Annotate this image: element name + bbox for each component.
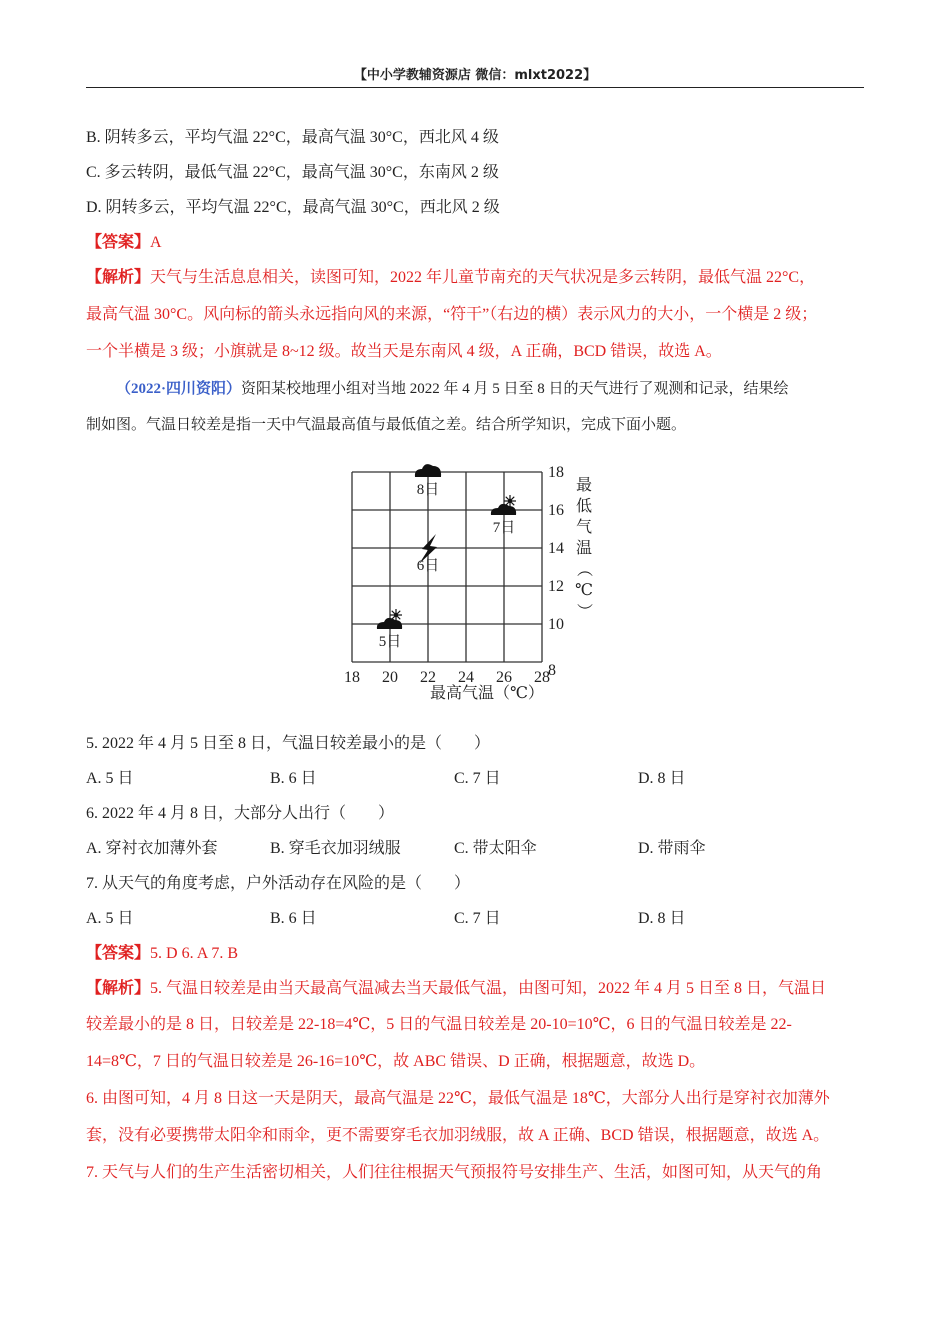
q5-option-c: C. 7 日 (454, 770, 501, 787)
point-label: 7日 (492, 520, 516, 536)
answer-1 (86, 233, 162, 253)
y-tick-label: 12 (548, 578, 564, 595)
analysis-2-text-1: 5. 气温日较差是由当天最高气温减去当天最低气温，由图可知，2022 年 4 月 5 日至 8 日，气温日 (150, 980, 827, 997)
x-axis-label: 最高气温（℃） (430, 685, 544, 702)
x-tick-label: 20 (382, 669, 398, 686)
y-tick-label: 14 (548, 540, 564, 557)
y-tick-label: 10 (548, 616, 564, 633)
q6-option-a: A. 穿衬衣加薄外套 (86, 840, 218, 857)
question-7-stem: 7. 从天气的角度考虑，户外活动存在风险的是（ ） (86, 875, 471, 892)
option-d-prev: D. 阴转多云，平均气温 22°C，最高气温 30°C，西北风 2 级 (86, 199, 500, 216)
question-5-stem: 5. 2022 年 4 月 5 日至 8 日，气温日较差最小的是（ ） (86, 735, 491, 752)
analysis-1-line-2: 最高气温 30°C。风向标的箭头永远指向风的来源，“符干”（右边的横）表示风力的大小，一个横是 2 级； (86, 306, 818, 323)
analysis-2-line-3: 14=8℃，7 日的气温日较差是 26-16=10℃，故 ABC 错误、D 正确，根据题意，故选 D。 (86, 1053, 706, 1070)
analysis-label: 【解析】 (86, 269, 151, 286)
chart-points (377, 464, 516, 650)
y-tick-label: 18 (548, 464, 564, 481)
analysis-label: 【解析】 (86, 980, 151, 997)
cloud-icon (377, 618, 402, 629)
analysis-2-line-2: 较差最小的是 8 日，日较差是 22-18=4℃，5 日的气温日较差是 20-10=10℃，6 日的气温日较差是 22- (86, 1016, 792, 1033)
q7-option-a: A. 5 日 (86, 910, 134, 927)
x-tick-label: 26 (496, 669, 512, 686)
x-tick-label: 18 (344, 669, 360, 686)
point-label: 5日 (378, 634, 402, 650)
point-label: 6日 (416, 558, 440, 574)
analysis-2-line-4: 6. 由图可知，4 月 8 日这一天是阴天，最高气温是 22℃，最低气温是 18℃，大部分人出行是穿衬衣加薄外 (86, 1090, 830, 1107)
sun-ray (506, 497, 509, 500)
y-axis-label-char: 低 (575, 498, 593, 515)
sun-core (508, 499, 512, 503)
y-axis-label-char: 温 (575, 540, 593, 557)
q7-option-c: C. 7 日 (454, 910, 501, 927)
point-label: 8日 (416, 482, 440, 498)
q7-option-b: B. 6 日 (270, 910, 317, 927)
x-tick-label: 28 (534, 669, 550, 686)
intro-text-1: 资阳某校地理小组对当地 2022 年 4 月 5 日至 8 日的天气进行了观测和记录，结果绘 (241, 381, 789, 397)
y-axis-label-char: ℃ (575, 582, 593, 599)
y-axis-label-char: 气 (575, 519, 593, 536)
sun-ray (511, 502, 514, 505)
q5-option-a: A. 5 日 (86, 770, 134, 787)
chart-ticks (344, 464, 564, 686)
x-tick-label: 22 (420, 669, 436, 686)
q6-option-b: B. 穿毛衣加羽绒服 (270, 840, 401, 857)
q5-option-d: D. 8 日 (638, 770, 686, 787)
analysis-2-line-5: 套，没有必要携带太阳伞和雨伞，更不需要穿毛衣加羽绒服，故 A 正确、BCD 错误，根据题意，故选 A。 (86, 1127, 830, 1144)
answer-label: 【答案】 (86, 234, 151, 251)
sun-core (394, 613, 398, 617)
sun-ray (511, 497, 514, 500)
sun-ray (397, 611, 400, 614)
option-c-prev: C. 多云转阴，最低气温 22°C，最高气温 30°C，东南风 2 级 (86, 164, 499, 181)
answer-label: 【答案】 (86, 945, 151, 962)
answer-2 (86, 944, 238, 964)
intro-line-2: 制如图。气温日较差是指一天中气温最高值与最低值之差。结合所学知识，完成下面小题。 (86, 417, 687, 433)
q5-option-b: B. 6 日 (270, 770, 317, 787)
question-6-stem: 6. 2022 年 4 月 8 日，大部分人出行（ ） (86, 805, 395, 822)
weather-scatter-chart (330, 460, 610, 710)
y-axis-label-char: 最 (575, 477, 593, 494)
intro-line-1 (86, 379, 789, 399)
overcast-icon (415, 464, 441, 477)
analysis-2-line-6: 7. 天气与人们的生产生活密切相关，人们往往根据天气预报符号安排生产、生活，如图可知，从天气的角 (86, 1164, 823, 1181)
q7-option-d: D. 8 日 (638, 910, 686, 927)
analysis-2-line-1 (86, 979, 826, 999)
page-header: 【中小学教辅资源店 微信：mlxt2022】 (353, 68, 597, 83)
q6-option-d: D. 带雨伞 (638, 840, 706, 857)
y-axis-label (575, 476, 593, 619)
analysis-1-line-1 (86, 268, 815, 288)
answer-value: A (150, 234, 162, 251)
y-tick-label: 16 (548, 502, 564, 519)
sun-ray (397, 616, 400, 619)
source-tag: （2022·四川资阳） (116, 381, 242, 397)
answer-value: 5. D 6. A 7. B (150, 945, 239, 962)
data-point (415, 464, 441, 498)
y-axis-label-char: ） (575, 602, 592, 620)
x-tick-label: 24 (458, 669, 474, 686)
y-tick-label: 8 (548, 662, 556, 679)
q6-option-c: C. 带太阳伞 (454, 840, 537, 857)
cloud-icon (491, 504, 516, 515)
analysis-1-text-1: 天气与生活息息相关，读图可知，2022 年儿童节南充的天气状况是多云转阴，最低气温 22°C， (150, 269, 816, 286)
header-divider (86, 87, 864, 88)
sun-ray (392, 611, 395, 614)
y-axis-label-char: （ (575, 560, 592, 578)
analysis-1-line-3: 一个半横是 3 级；小旗就是 8~12 级。故当天是东南风 4 级，A 正确，BCD 错误，故选 A。 (86, 343, 722, 360)
option-b-prev: B. 阴转多云，平均气温 22°C，最高气温 30°C，西北风 4 级 (86, 129, 499, 146)
